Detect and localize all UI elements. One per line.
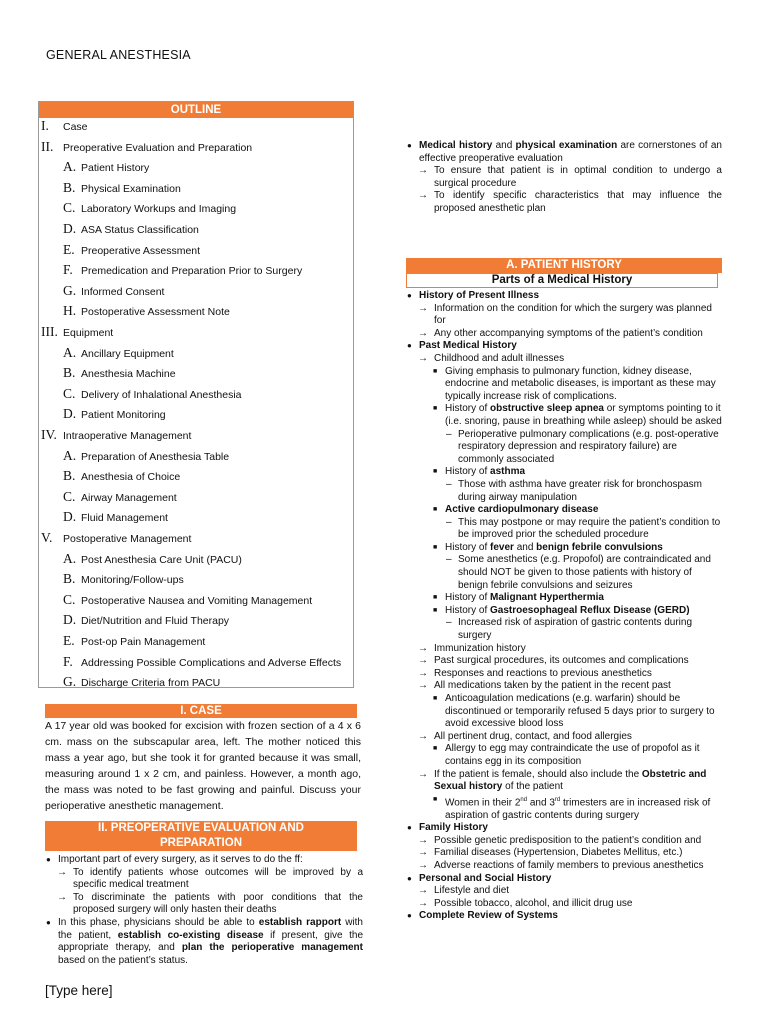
outline-number: B. xyxy=(63,179,76,195)
outline-subsection-item xyxy=(63,406,166,422)
preop-heading-line1: II. PREOPERATIVE EVALUATION AND xyxy=(98,822,304,834)
list-item: → To identify specific characteristics that may influence the proposed anesthetic plan xyxy=(418,190,722,214)
list-item: → Possible genetic predisposition to the patient’s condition and xyxy=(418,834,702,846)
outline-label: Intraoperative Management xyxy=(63,430,192,442)
patient-history-heading: A. PATIENT HISTORY xyxy=(406,258,722,273)
outline-label: Case xyxy=(63,121,88,133)
list-item: → Any other accompanying symptoms of the patient’s condition xyxy=(418,327,703,339)
list-item: ● Personal and Social History xyxy=(407,872,552,884)
outline-number: D. xyxy=(63,406,77,422)
list-item: ● Family History xyxy=(407,822,488,834)
square-bullet-icon: ■ xyxy=(433,367,438,375)
outline-label: Airway Management xyxy=(81,491,177,504)
outline-number: V. xyxy=(41,530,53,545)
outline-subsection-item xyxy=(63,468,180,484)
outline-label: Preoperative Assessment xyxy=(81,244,201,257)
arrow-icon: → xyxy=(418,327,428,339)
outline-section-item xyxy=(41,324,113,340)
outline-subsection-item xyxy=(63,221,199,237)
outline-section-item xyxy=(41,118,88,134)
bullet-icon: ● xyxy=(407,291,412,300)
square-bullet-icon: ■ xyxy=(433,543,438,551)
list-item: ■ History of Malignant Hyperthermia xyxy=(433,592,604,604)
outline-label: Post Anesthesia Care Unit (PACU) xyxy=(81,553,242,566)
outline-subsection-item xyxy=(63,242,200,258)
list-item: – Those with asthma have greater risk for bronchospasm during airway manipulation xyxy=(446,478,702,503)
outline-number: D. xyxy=(63,612,77,628)
outline-number: C. xyxy=(63,488,76,504)
dash-icon: – xyxy=(446,516,452,528)
outline-number: A. xyxy=(63,344,77,360)
outline-label: Addressing Possible Complications and Adverse Effects xyxy=(81,656,342,669)
arrow-icon: → xyxy=(418,680,428,692)
list-item: → Possible tobacco, alcohol, and illicit drug use xyxy=(418,897,633,909)
outline-number: G. xyxy=(63,282,77,298)
outline-number: III. xyxy=(41,324,58,339)
list-item: → Childhood and adult illnesses xyxy=(418,352,565,364)
outline-number: C. xyxy=(63,591,76,607)
arrow-icon: → xyxy=(418,667,428,679)
outline-label: Delivery of Inhalational Anesthesia xyxy=(81,388,242,401)
square-bullet-icon: ■ xyxy=(433,594,438,602)
square-bullet-icon: ■ xyxy=(433,795,438,803)
outline-subsection-item xyxy=(63,654,341,670)
square-bullet-icon: ■ xyxy=(433,468,438,476)
outline-label: Anesthesia Machine xyxy=(81,368,176,381)
outline-number: A. xyxy=(63,159,77,175)
outline-number: D. xyxy=(63,221,77,236)
outline-label: Laboratory Workups and Imaging xyxy=(81,203,237,216)
square-bullet-icon: ■ xyxy=(433,405,438,413)
list-item: → To ensure that patient is in optimal condition to undergo a surgical procedure xyxy=(418,165,722,189)
outline-subsection-item xyxy=(63,509,168,525)
outline-subsection-item xyxy=(63,365,176,381)
dash-icon: – xyxy=(446,478,452,490)
arrow-icon: → xyxy=(418,352,428,364)
list-item: → Immunization history xyxy=(418,642,526,654)
outline-number: C. xyxy=(63,385,76,401)
outline-number: B. xyxy=(63,468,76,484)
list-item: ● Complete Review of Systems xyxy=(407,910,558,922)
bullet-icon: ● xyxy=(407,873,412,883)
arrow-icon: → xyxy=(418,897,428,909)
outline-number: F. xyxy=(63,653,73,669)
outline-subsection-item xyxy=(63,180,181,196)
outline-number: F. xyxy=(63,262,73,278)
outline-number: I. xyxy=(41,118,49,133)
list-item: → To discriminate the patients with poor conditions that the proposed surgery will only hasten their deaths xyxy=(57,891,363,916)
square-bullet-icon: ■ xyxy=(433,506,438,514)
arrow-icon: → xyxy=(418,834,428,846)
outline-label: Post-op Pain Management xyxy=(81,636,206,648)
list-item: ● History of Present Illness xyxy=(407,290,540,301)
outline-number: G. xyxy=(63,674,77,690)
outline-label: Informed Consent xyxy=(81,285,165,298)
bullet-icon: ● xyxy=(407,911,412,921)
arrow-icon: → xyxy=(418,190,428,202)
list-item: → Adverse reactions of family members to previous anesthetics xyxy=(418,860,704,872)
outline-header: OUTLINE xyxy=(39,102,353,118)
list-item: ■ Giving emphasis to pulmonary function, kidney disease, endocrine and metabolic diseases, is important as these may typically increase risk of complications. xyxy=(433,365,716,402)
outline-label: Patient Monitoring xyxy=(81,409,166,422)
bullet-icon: ● xyxy=(46,917,51,927)
outline-number: E. xyxy=(63,633,75,648)
outline-number: H. xyxy=(63,303,77,319)
outline-label: Patient History xyxy=(81,162,150,175)
list-item: ■ History of Gastroesophageal Reflux Disease (GERD) xyxy=(433,604,690,616)
list-item: → If the patient is female, should also include the Obstetric and Sexual history of the patient xyxy=(418,768,707,793)
case-heading: I. CASE xyxy=(45,704,357,718)
outline-subsection-item xyxy=(63,262,302,278)
outline-subsection-item xyxy=(63,592,312,608)
outline-label: Ancillary Equipment xyxy=(81,347,174,360)
list-item: – Increased risk of aspiration of gastric contents during surgery xyxy=(446,617,693,642)
list-item: → Lifestyle and diet xyxy=(418,885,510,897)
list-item: ● In this phase, physicians should be able to establish rapport with the patient, establish co-existing disease if present, give the appropriate therapy, and plan the perioperative management based on the patient’s status. xyxy=(46,916,364,966)
outline-subsection-item xyxy=(63,448,229,464)
outline-number: D. xyxy=(63,509,77,525)
outline-label: Monitoring/Follow-ups xyxy=(81,574,184,587)
arrow-icon: → xyxy=(418,847,428,859)
page-footer: [Type here] xyxy=(45,983,113,998)
arrow-icon: → xyxy=(57,891,67,903)
list-item: – This may postpone or may require the patient’s condition to be improved prior the scheduled procedure xyxy=(446,516,721,541)
square-bullet-icon: ■ xyxy=(433,695,438,702)
outline-label: ASA Status Classification xyxy=(81,224,199,236)
arrow-icon: → xyxy=(418,860,428,872)
outline-label: Postoperative Assessment Note xyxy=(81,306,230,319)
outline-subsection-item xyxy=(63,612,229,628)
square-bullet-icon: ■ xyxy=(433,606,438,614)
arrow-icon: → xyxy=(418,302,428,314)
list-item: ■ History of asthma xyxy=(433,466,526,478)
dash-icon: – xyxy=(446,554,452,566)
outline-subsection-item xyxy=(63,283,164,299)
outline-label: Anesthesia of Choice xyxy=(81,471,181,484)
outline-subsection-item xyxy=(63,200,236,216)
preop-heading-line2: PREPARATION xyxy=(160,837,242,849)
arrow-icon: → xyxy=(418,730,428,742)
list-item: ■ History of obstructive sleep apnea or symptoms pointing to it (i.e. snoring, pause in breathing while asleep) should be asked xyxy=(433,403,722,427)
outline-subsection-item xyxy=(63,633,205,649)
dash-icon: – xyxy=(446,617,452,629)
list-item: ■ Active cardiopulmonary disease xyxy=(433,504,599,516)
arrow-icon: → xyxy=(418,165,428,177)
intro-section xyxy=(406,140,722,216)
outline-number: A. xyxy=(63,550,77,566)
list-item: ■ Anticoagulation medications (e.g. warfarin) should be discontinued or temporarily refused 5 days prior to surgery to avoid excessive blood loss xyxy=(433,693,715,730)
outline-number: B. xyxy=(63,365,76,381)
list-item: ● Medical history and physical examination are cornerstones of an effective preoperative evaluation xyxy=(407,140,722,164)
outline-number: B. xyxy=(63,571,76,587)
dash-icon: – xyxy=(446,428,452,440)
outline-subsection-item xyxy=(63,489,177,505)
outline-subsection-item xyxy=(63,345,174,361)
outline-label: Postoperative Management xyxy=(63,533,192,545)
patient-history-subheading: Parts of a Medical History xyxy=(406,273,718,288)
outline-label: Diet/Nutrition and Fluid Therapy xyxy=(81,615,230,628)
outline-subsection-item xyxy=(63,674,220,690)
outline-subsection-item xyxy=(63,386,242,402)
arrow-icon: → xyxy=(418,768,428,780)
list-item: – Some anesthetics (e.g. Propofol) are contraindicated and should NOT be given to those patients with history of benign febrile convulsions and seizures xyxy=(446,554,711,591)
outline-number: II. xyxy=(41,138,54,154)
document-title: GENERAL ANESTHESIA xyxy=(46,48,191,62)
outline-label: Fluid Management xyxy=(81,512,168,525)
preop-heading xyxy=(45,821,357,851)
preop-section xyxy=(45,854,363,967)
outline-label: Preoperative Evaluation and Preparation xyxy=(63,141,253,154)
list-item: → All pertinent drug, contact, and food allergies xyxy=(418,730,632,742)
arrow-icon: → xyxy=(57,866,67,878)
list-item: ● Important part of every surgery, as it serves to do the ff: xyxy=(46,854,303,865)
case-text: A 17 year old was booked for excision with frozen section of a 4 x 6 cm. mass on the subscapular area, left. The mother noticed this mass a year ago, but she took it for granted because it was small, measuring around 1 x 2 cm, and painless. However, a month ago, the mass was noted to be fast growing and painful. Discuss your perioperative anesthetic management. xyxy=(45,720,361,812)
outline-section-item xyxy=(41,427,191,443)
outline-number: A. xyxy=(63,447,77,463)
list-item: ■ Allergy to egg may contraindicate the use of propofol as it contains egg in its composition xyxy=(433,743,700,767)
outline-section-item xyxy=(41,530,191,546)
square-bullet-icon: ■ xyxy=(433,745,438,753)
list-item: → Past surgical procedures, its outcomes and complications xyxy=(418,655,689,667)
list-item: → Information on the condition for which the surgery was planned for xyxy=(418,302,712,327)
outline-number: C. xyxy=(63,200,76,216)
bullet-icon: ● xyxy=(407,141,412,150)
list-item: ● Past Medical History xyxy=(407,340,517,352)
outline-subsection-item xyxy=(63,571,184,587)
arrow-icon: → xyxy=(418,885,428,897)
arrow-icon: → xyxy=(418,655,428,667)
list-item: ■ Women in their 2nd and 3rd trimesters are in increased risk of aspiration of gastric contents during surgery xyxy=(433,795,711,821)
list-item: ■ History of fever and benign febrile convulsions xyxy=(433,541,663,553)
bullet-icon: ● xyxy=(46,855,51,864)
outline-number: E. xyxy=(63,241,75,257)
patient-history-section xyxy=(406,290,724,923)
outline-section-item xyxy=(41,139,252,155)
list-item: → To identify patients whose outcomes will be improved by a specific medical treatment xyxy=(57,866,363,891)
outline-subsection-item xyxy=(63,159,149,175)
outline-label: Premedication and Preparation Prior to Surgery xyxy=(81,265,303,278)
outline-number: IV. xyxy=(41,427,57,442)
outline-label: Physical Examination xyxy=(81,182,181,195)
outline-subsection-item xyxy=(63,551,242,567)
bullet-icon: ● xyxy=(407,341,412,351)
outline-label: Equipment xyxy=(63,327,114,339)
outline-label: Preparation of Anesthesia Table xyxy=(81,450,230,463)
bullet-icon: ● xyxy=(407,823,412,833)
outline-label: Postoperative Nausea and Vomiting Management xyxy=(81,594,313,607)
arrow-icon: → xyxy=(418,642,428,654)
list-item: – Perioperative pulmonary complications (e.g. post-operative respiratory depression and respiratory failure) are commonly associated xyxy=(446,428,719,465)
outline-subsection-item xyxy=(63,303,230,319)
outline-label: Discharge Criteria from PACU xyxy=(81,677,221,690)
list-item: → Responses and reactions to previous anesthetics xyxy=(418,667,652,679)
list-item: → Familial diseases (Hypertension, Diabetes Mellitus, etc.) xyxy=(418,847,683,859)
outline-box xyxy=(38,101,354,688)
list-item: → All medications taken by the patient in the recent past xyxy=(418,680,671,692)
